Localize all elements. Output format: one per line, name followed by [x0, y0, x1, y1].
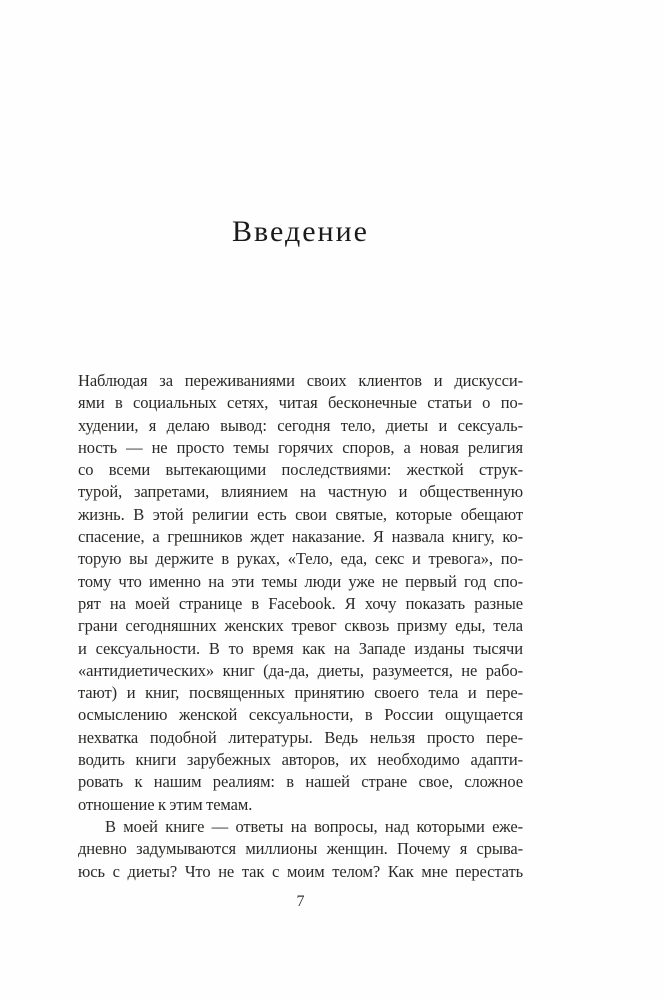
text-line: и сексуальности. В то время как на Западе изданы тысячи: [78, 638, 523, 658]
text-line: Наблюдая за переживаниями своих клиентов и дискусси-: [78, 371, 523, 390]
text-line: спасение, а грешников ждет наказание. Я назвала книгу, ко-: [78, 527, 523, 547]
text-line: ями в социальных сетях, читая бесконечные статьи о по-: [78, 393, 523, 413]
text-line: тому что именно на эти темы люди уже не первый год спо-: [78, 571, 523, 591]
chapter-title: Введение: [232, 215, 369, 248]
text-line: рят на моей странице в Facebook. Я хочу показать разные: [78, 593, 523, 613]
text-line: отношение к этим темам.: [78, 794, 253, 814]
text-line: водить книги зарубежных авторов, их необходимо адапти-: [78, 750, 523, 770]
text-line: нехватка подобной литературы. Ведь нельзя просто пере-: [78, 727, 523, 747]
text-line: В моей книге — ответы на вопросы, над которыми еже-: [105, 816, 523, 836]
text-line: юсь с диеты? Что не так с моим телом? Как мне перестать: [78, 861, 523, 881]
text-line: турой, запретами, влиянием на частную и общественную: [78, 482, 523, 502]
text-line: худении, я делаю вывод: сегодня тело, диеты и сексуаль-: [78, 415, 523, 435]
text-line: торую вы держите в руках, «Тело, еда, секс и тревога», по-: [78, 549, 523, 569]
text-line: «антидиетических» книг (да-да, диеты, разумеется, не рабо-: [78, 660, 523, 680]
page-number: 7: [296, 893, 305, 910]
text-line: ность — не просто темы горячих споров, а новая религия: [78, 437, 523, 457]
text-line: дневно задумываются миллионы женщин. Почему я срыва-: [78, 839, 523, 859]
body-text: [78, 370, 523, 883]
text-line: грани сегодняшних женских тревог сквозь призму еды, тела: [78, 616, 523, 636]
text-line: ровать к нашим реалиям: в нашей стране свое, сложное: [78, 772, 523, 792]
text-line: жизнь. В этой религии есть свои святые, которые обещают: [78, 504, 523, 524]
text-line: тают) и книг, посвященных принятию своего тела и пере-: [78, 683, 523, 703]
text-line: со всеми вытекающими последствиями: жесткой струк-: [78, 460, 523, 480]
text-line: осмыслению женской сексуальности, в России ощущается: [78, 705, 523, 725]
